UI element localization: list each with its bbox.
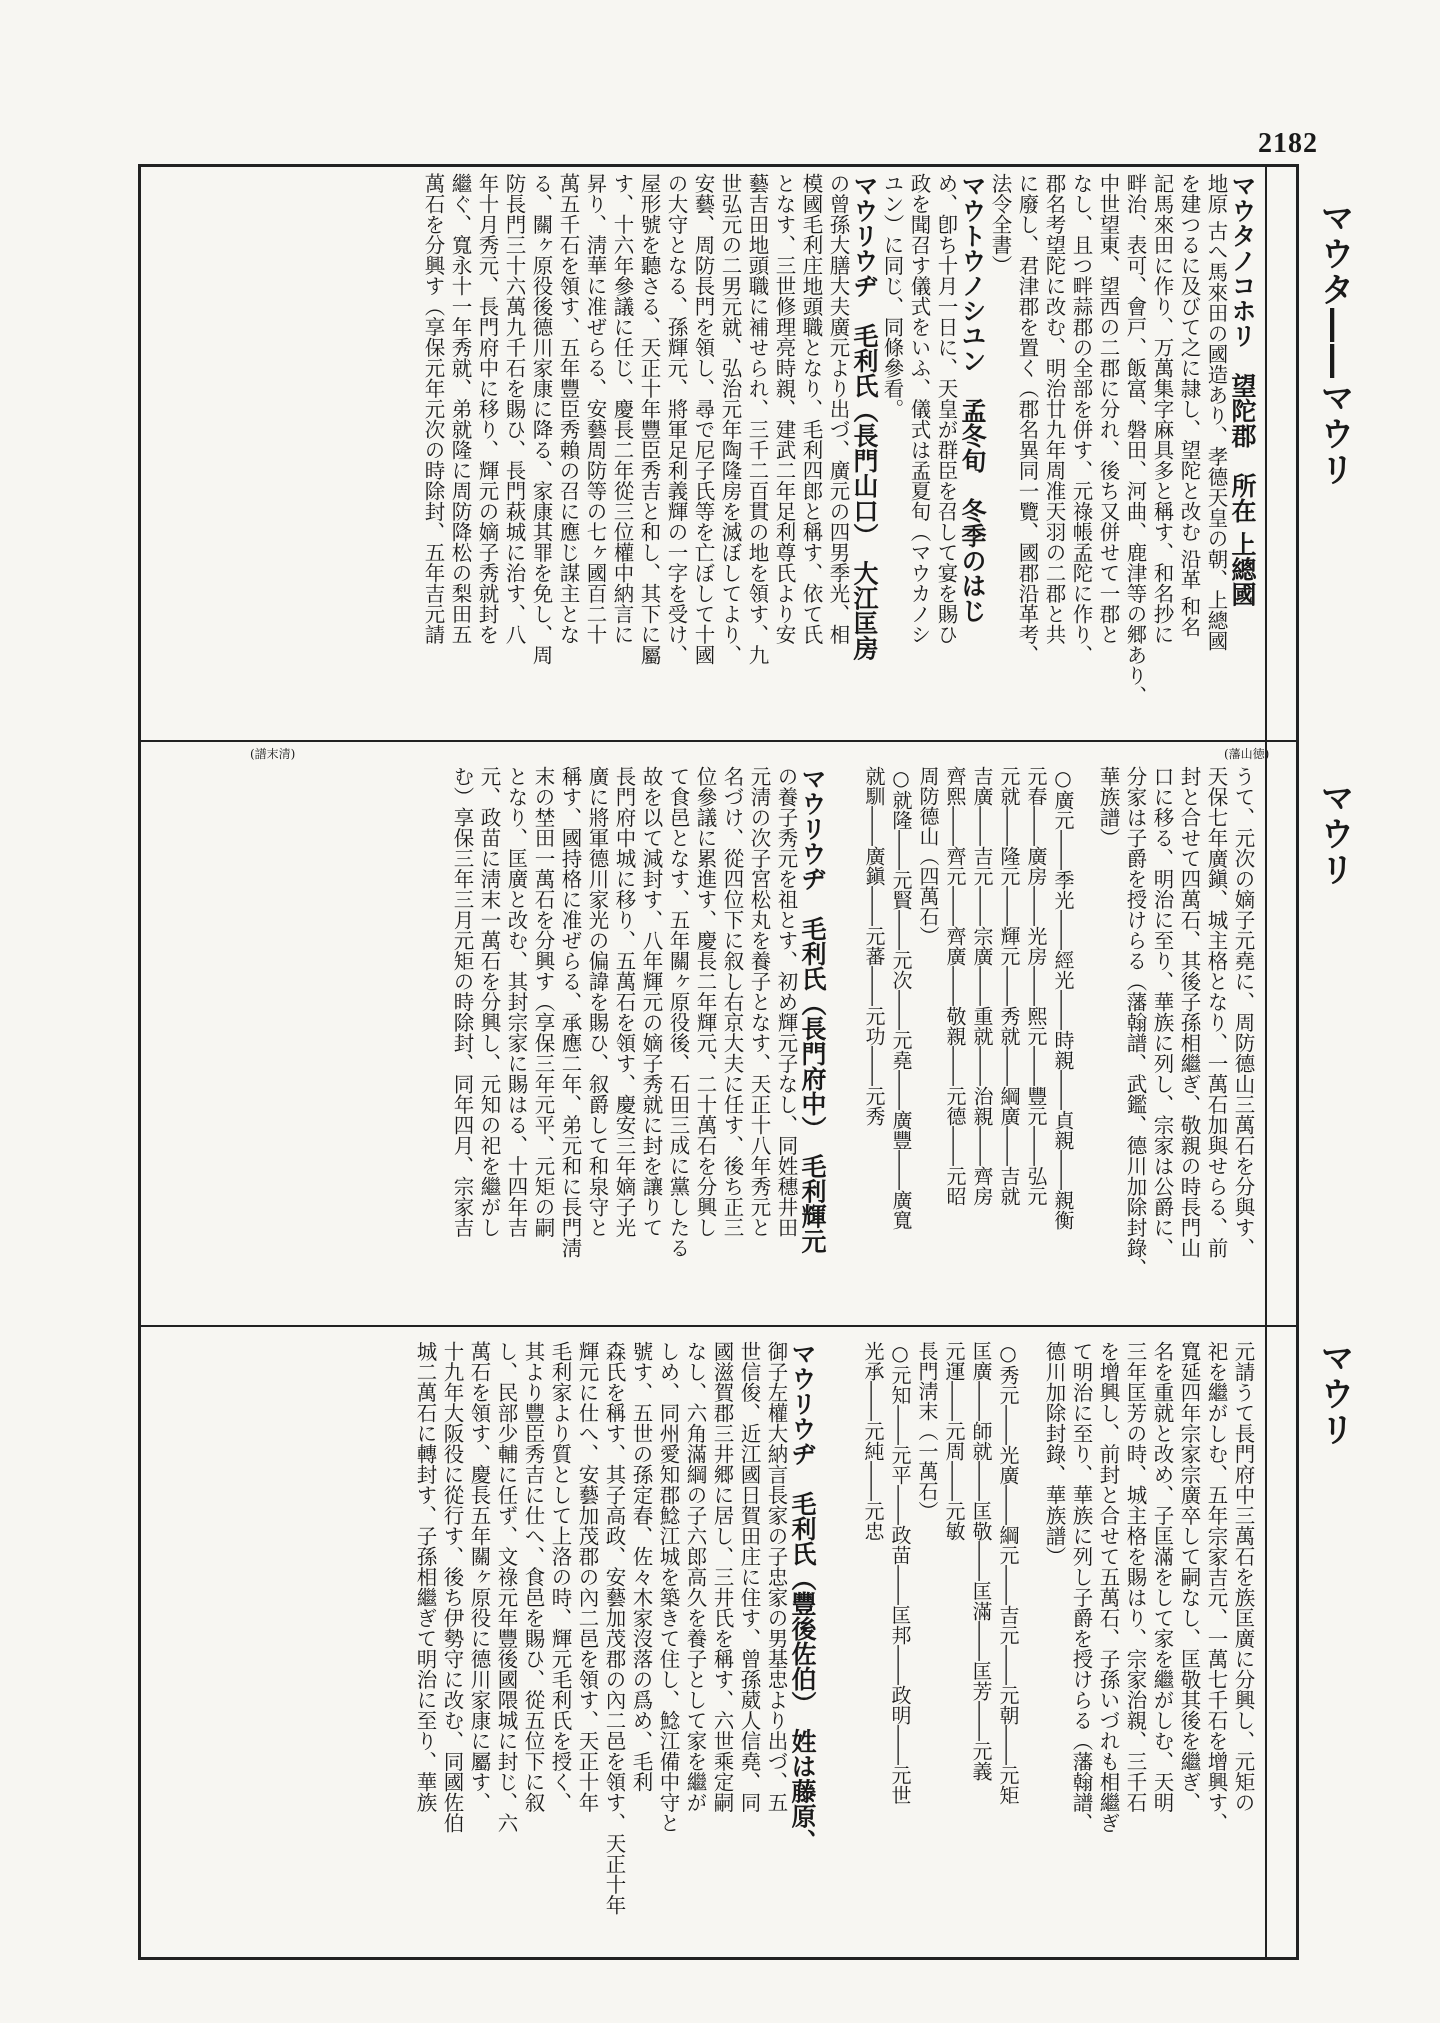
genealogy-heading: 周防德山（四萬石） [916,766,940,946]
text-line: て食邑となす、五年關ヶ原役後、石田三成に黨したる [666,766,690,1258]
band2-genealogy [860,766,1076,1311]
text-line: 森氏を稱す、其子高政、安藝加茂郡の內二邑を領す、天正十年 [602,1341,626,1915]
text-line: 城二萬石に轉封す、子孫相繼ぎて明治に至り、華族 [413,1341,437,1813]
genealogy-line: 齊熙――齊元――齊廣――敬親――元德――元昭 [943,766,967,1206]
text-line: ユン）に同じ、同條參看。 [880,173,904,419]
text-line: 分家は子爵を授けらる（藩翰譜、武鑑、德川加除封錄、 [1123,766,1147,1279]
text-line: 長門府中城に移り、五萬石を領す、慶安三年嫡子光 [612,766,636,1238]
text-line: 封と合せて四萬石、其後子孫相繼ぎ、敬親の時長門山 [1177,766,1201,1258]
text-line: 地原 古へ馬來田の國造あり、孝德天皇の朝、上總國 [1204,173,1228,652]
text-line: 萬石を領す、慶長五年關ヶ原役に德川家康に屬す、 [467,1341,491,1813]
side-title-2: マウリ [1314,780,1354,888]
band3-columns [1040,1341,1256,1941]
band-separator-2 [141,1325,1296,1327]
text-line: 口に移る、明治に至り、華族に列し、宗家は公爵に、 [1150,766,1174,1258]
genealogy-line: 光承――元純――元忠 [861,1341,885,1541]
band1-columns [419,173,1256,733]
text-line: 元請うて長門府中三萬石を族匡廣に分興し、元矩の [1231,1341,1255,1813]
band-2 [141,760,1296,1320]
text-line: 輝元に仕へ、安藝加茂郡の內二邑を領す、天正十年 [575,1341,599,1813]
text-line: 稱す、國持格に准ぜらる、承應二年、弟元和に長門淸 [558,766,582,1258]
band-1 [141,167,1296,737]
band-3 [141,1335,1296,1955]
text-line: し、民部少輔に任ず、文祿元年豐後國隈城に封じ、六 [494,1341,518,1833]
side-title-1: マウタ――マウリ [1314,200,1354,488]
entry-title: マウリウヂ 毛利氏（長門府中） 毛利輝元 [798,766,827,1254]
text-line: 元淸の次子宮松丸を養子となす、天正十八年秀元と [747,766,771,1238]
genealogy-line: 就馴――廣鎭――元蕃――元功――元秀 [862,766,886,1126]
text-line: す、十六年參議に任じ、慶長二年從三位權中納言に [610,173,634,645]
text-line: 御子左權大納言長家の子忠家の男基忠より出づ、五 [764,1341,788,1813]
text-line: 末の埜田一萬石を分興す（享保三年元平、元矩の嗣 [531,766,555,1238]
text-line: 故を以て減封す、八年輝元の嫡子秀就に封を讓りて [639,766,663,1238]
genealogy-line: ○元知――元平――政苗――匡邦――政明――元世 [888,1341,912,1805]
text-line: む）享保三年三月元矩の時除封、同年四月、宗家吉 [450,766,474,1238]
text-line: 名を重就と改め、子匡滿をして家を繼がしむ、天明 [1150,1341,1174,1813]
text-line: 法令全書） [988,173,1012,276]
band2-columns [1094,766,1256,1311]
text-line: 畔治、表可、會戸、飯富、磐田、河曲、鹿津等の郷あり、 [1123,173,1147,706]
text-line: 廣に將軍德川家光の偏諱を賜ひ、叙爵して和泉守と [585,766,609,1238]
text-line: 十九年大阪役に從行す、後ち伊勢守に改む、同國佐伯 [440,1341,464,1833]
genealogy-line: 元運――元周――元敏 [942,1341,966,1541]
text-line: しめ、同州愛知郡鯰江城を築きて住し、鯰江備中守と [656,1341,680,1833]
text-line: に廢し、君津郡を置く（郡名異同一覽、國郡沿革考、 [1015,173,1039,665]
text-line: 繼ぐ、寬永十一年秀就、弟就隆に周防降松の梨田五 [448,173,472,645]
text-line: 三年匡芳の時、城主格を賜はり、宗家治親、三千石 [1123,1341,1147,1813]
genealogy-line: 元春――廣房――光房――熙元――豐元――弘元 [1024,766,1048,1206]
band2-note: (藩山徳) [1224,747,1270,761]
genealogy-line: 吉廣――吉元――宗廣――重就――治親――齊房 [970,766,994,1206]
text-line: 郡名考望陀に改む、明治廿九年周准天羽の二郡と共 [1042,173,1066,645]
text-line: 屋形號を聽さる、天正十年豐臣秀吉と和し、其下に屬 [637,173,661,665]
text-line: 其より豐臣秀吉に仕へ、食邑を賜ひ、從五位下に叙 [521,1341,545,1813]
text-line: 寬延四年宗家宗廣卒して嗣なし、匡敬其後を繼ぎ、 [1177,1341,1201,1813]
text-line: 記馬來田に作り、万萬集字麻具多と稱す、和名抄に [1150,173,1174,645]
text-line: の曾孫大膳大夫廣元より出づ、廣元の四男季光、相 [826,173,850,645]
text-line: となす、三世修理亮時親、建武二年足利尊氏より安 [772,173,796,645]
text-line: 位參議に累進す、慶長二年輝元、二十萬石を分興し [693,766,717,1238]
text-line: を建つるに及びて之に隷し、望陀と改む 沿革 和名 [1177,173,1201,638]
text-line: 中世望東、望西の二郡に分れ、後ち又併せて一郡と [1096,173,1120,645]
text-line: 安藝、周防長門を領し、尋で尼子氏等を亡ぼして十國 [691,173,715,665]
band2-note-2: (譜末清) [250,747,296,761]
band2-columns-2 [448,766,826,1311]
text-line: の大守となる、孫輝元、將軍足利義輝の一字を受け、 [664,173,688,665]
text-line: る、關ヶ原役後德川家康に降る、家康其罪を免し、周 [529,173,553,665]
text-line: 華族譜） [1096,766,1120,848]
text-line: 世信俊、近江國日賀田庄に住す、曾孫葳人信堯、同 [737,1341,761,1813]
genealogy-line: 元就――隆元――輝元――秀就――綱廣――吉就 [997,766,1021,1206]
text-line: 世弘元の二男元就、弘治元年陶隆房を滅ぼしてより、 [718,173,742,665]
text-line: 元、政苗に淸末一萬石を分興し、元知の祀を繼がし [477,766,501,1238]
text-line: 昇り、淸華に准ぜらる、安藝周防等の七ヶ國百二十 [583,173,607,645]
side-title-3: マウリ [1314,1340,1354,1448]
text-line: 毛利家より質として上洛の時、輝元毛利氏を授く、 [548,1341,572,1813]
text-line: 號す、五世の孫定春、佐々木家沒落の爲め、毛利 [629,1341,653,1792]
entry-title: マウリウヂ 毛利氏（長門山口） 大江匡房 [850,173,879,661]
text-line: て明治に至り、華族に列し子爵を授けらる（藩翰譜、 [1069,1341,1093,1833]
genealogy-line: ○秀元――光廣――綱元――吉元――元朝――元矩 [996,1341,1020,1805]
entry-title: マウタノコホリ 望陀郡 所在 上總國 [1228,173,1257,607]
text-line: 天保七年廣鎭、城主格となり、一萬石加與せらる、前 [1204,766,1228,1258]
text-line: 模國毛利庄地頭職となり、毛利四郎と稱す、依て氏 [799,173,823,645]
text-line: の養子秀元を祖とす、初め輝元子なし、同姓穗井田 [774,766,798,1238]
text-line: 政を聞召す儀式をいふ、儀式は孟夏旬（マウカノシ [907,173,931,645]
band3-genealogy [859,1341,1021,1941]
genealogy-line: ○就隆――元賢――元次――元堯――廣豐――廣寬 [889,766,913,1230]
band3-columns-2 [411,1341,816,1941]
text-line: 萬石を分興す（享保元年元次の時除封、五年吉元請 [421,173,445,645]
text-line: 德川加除封錄、華族譜） [1042,1341,1066,1567]
text-line: 國滋賀郡三井郷に居し、三井氏を稱す、六世乘定嗣 [710,1341,734,1813]
text-line: なし、且つ畔蒜郡の全部を併す、元祿帳孟陀に作り、 [1069,173,1093,665]
text-line: 防長門三十六萬九千石を賜ひ、長門萩城に治す、八 [502,173,526,645]
entry-title: マウトウノシユン 孟冬旬 冬季のはじ [958,173,987,623]
genealogy-heading: 長門淸末（一萬石） [915,1341,939,1521]
text-line: 藝吉田地頭職に補せられ、三千二百貫の地を領す、九 [745,173,769,665]
text-line: なし、六角滿綱の子六郎高久を養子として家を繼が [683,1341,707,1813]
text-line: となり、匡廣と改む、其封宗家に賜はる、十四年吉 [504,766,528,1238]
text-line: 年十月秀元、長門府中に移り、輝元の嫡子秀就封を [475,173,499,645]
entry-title: マウリウヂ 毛利氏（豐後佐伯） 姓は藤原、 [788,1341,817,1854]
text-line: うて、元次の嫡子元堯に、周防德山三萬石を分與す、 [1231,766,1255,1258]
text-line: 祀を繼がしむ、五年宗家吉元、一萬七千石を增興す、 [1204,1341,1228,1833]
genealogy-line: 匡廣――師就――匡敬――匡滿――匡芳――元義 [969,1341,993,1781]
text-line: 名づけ、從四位下に叙し右京大夫に任す、後ち正三 [720,766,744,1238]
text-line: め、卽ち十月一日に、天皇が群臣を召して宴を賜ひ [934,173,958,645]
genealogy-line: ○廣元――季光――經光――時親――貞親――親衡 [1051,766,1075,1230]
text-line: 萬五千石を領す、五年豐臣秀賴の召に應じ謀主とな [556,173,580,645]
band-separator-1 [141,740,1296,742]
text-line: を增興し、前封と合せて五萬石、子孫いづれも相繼ぎ [1096,1341,1120,1833]
page-number: 2182 [1258,128,1318,159]
